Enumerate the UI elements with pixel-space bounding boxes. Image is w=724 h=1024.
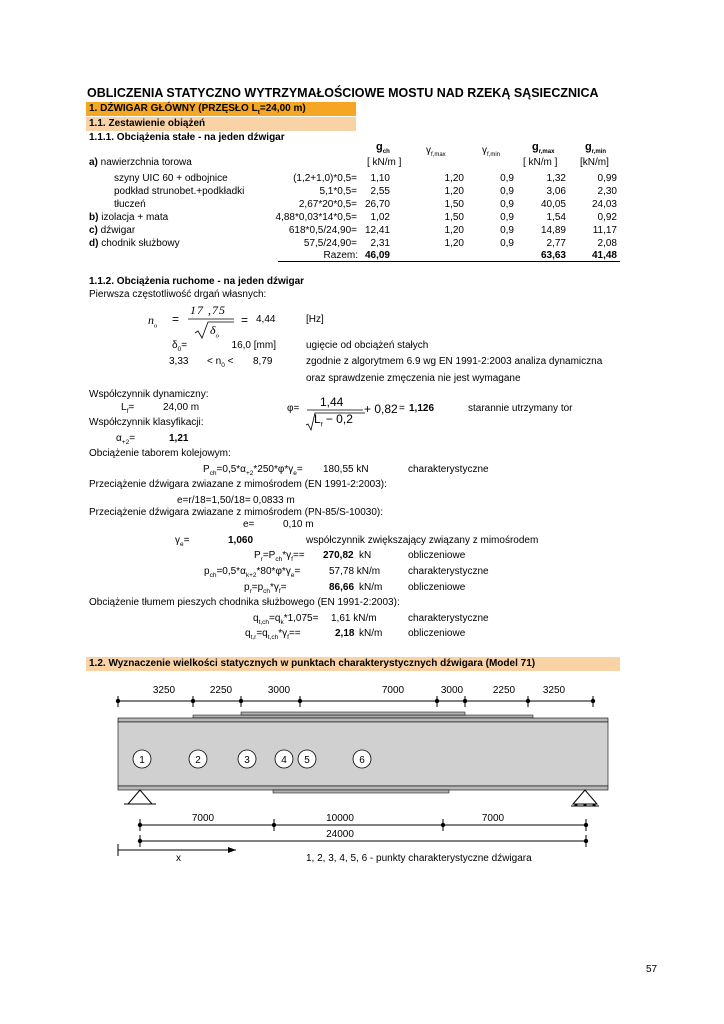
- pch2-alpha-sub: k+2: [245, 572, 257, 579]
- phi-value: 1,126: [409, 403, 435, 414]
- pr-end: ==: [292, 550, 305, 561]
- n0-letter: n: [148, 313, 154, 327]
- row-6-grmax: 14,89: [540, 225, 566, 236]
- alpha-sub: +2: [121, 439, 130, 446]
- pch-note: charakterystyczne: [408, 464, 489, 475]
- pr-gamma-sub: f: [291, 556, 293, 563]
- row-3-gch: 2,55: [370, 186, 390, 197]
- top-dim-label-1: 2250: [209, 685, 233, 696]
- x-axis-label: x: [176, 853, 181, 864]
- unit-grmin: [kN/m]: [580, 157, 609, 168]
- total-grmax: 63,63: [540, 250, 566, 261]
- qt-rest2: *1,075=: [283, 613, 319, 624]
- row-7-grmin: 2,08: [597, 238, 617, 249]
- point-3-label: 3: [244, 755, 250, 766]
- section-1-text: 1. DŹWIGAR GŁÓWNY (PRZĘSŁO L: [89, 103, 258, 114]
- top-flange: [118, 718, 608, 722]
- row-5-gfmin: 0,9: [500, 212, 514, 223]
- qt-letter: q: [253, 613, 259, 624]
- pch-tail: =: [296, 464, 303, 475]
- delta-note: ugięcie od obciążeń stałych: [306, 340, 429, 351]
- top-dim-label-0: 3250: [152, 685, 176, 696]
- n0-value: 4,44: [256, 314, 276, 325]
- row-6-formula: 618*0,5/24,90=: [288, 225, 357, 236]
- pr2-rest2: *γ: [270, 582, 279, 593]
- pr-value: 270,82: [323, 550, 354, 561]
- gamma-e-sub: e: [180, 541, 184, 548]
- section-1-1-heading: 1.1. Zestawienie obiążeń: [86, 117, 356, 131]
- gfmin-header: [482, 145, 500, 158]
- point-2-label: 2: [195, 755, 201, 766]
- delta-symbol: δ: [172, 340, 178, 351]
- pch2-gamma-sub: e: [290, 572, 295, 579]
- row-7-label: [89, 238, 180, 249]
- ecc2-title: Przeciążenie dźwigara zwiazane z mimośrodem (PN-85/S-10030):: [89, 507, 384, 518]
- row-label-text: dźwigar: [97, 225, 136, 236]
- row-5-gfmax: 1,50: [444, 212, 464, 223]
- cover-plate-outer: [193, 715, 533, 718]
- pr-letter: P: [254, 550, 261, 561]
- top-dim-label-4: 3000: [440, 685, 464, 696]
- gch-header: [376, 141, 390, 155]
- section-1-tail: =24,00 m): [259, 103, 306, 114]
- alpha-value: 1,21: [169, 433, 189, 444]
- pr2-note: obliczeniowe: [408, 582, 466, 593]
- total-dimension-label: 24000: [326, 829, 354, 840]
- section-1-sub: t: [257, 109, 260, 116]
- qtr-rest2: *γ: [278, 628, 288, 639]
- pr2-formula: [244, 582, 287, 595]
- section-1-1-1-heading: 1.1.1. Obciążenia stałe - na jeden dźwigar: [89, 132, 285, 143]
- row-2-gfmin: 0,9: [500, 173, 514, 184]
- pch2-end: =: [294, 566, 301, 577]
- pr2-letter: p: [244, 582, 250, 593]
- n0-symbol: [148, 313, 157, 329]
- lf-eq: =: [128, 402, 135, 413]
- grmin-symbol: g: [585, 141, 592, 153]
- range-note-1: zgodnie z algorytmem 6.9 wg EN 1991-2:2003 analiza dynamiczna: [306, 356, 603, 367]
- qt-sub: t,ch: [258, 619, 270, 626]
- row-3-gfmax: 1,20: [444, 186, 464, 197]
- row-6-gfmin: 0,9: [500, 225, 514, 236]
- row-5-grmin: 0,92: [597, 212, 617, 223]
- qt-formula: [253, 613, 318, 626]
- total-gch: 46,09: [364, 250, 390, 261]
- pr-unit: kN: [359, 550, 372, 561]
- row-5-gch: 1,02: [370, 212, 390, 223]
- dynamic-title: Współczynnik dynamiczny:: [89, 389, 209, 400]
- delta-value: 16,0 [mm]: [231, 340, 276, 351]
- phi-lhs: φ=: [287, 403, 300, 414]
- ecc1-formula: e=r/18=1,50/18=: [177, 495, 251, 506]
- pr-tail: =P: [262, 550, 276, 561]
- row-2-gfmax: 1,20: [444, 173, 464, 184]
- pr2-rest: =p: [251, 582, 264, 593]
- row-3-grmax: 3,06: [546, 186, 566, 197]
- gfmax-sub: f,max: [431, 152, 446, 158]
- n0-equals: =: [172, 312, 180, 326]
- qtr-gamma-sub: f: [287, 634, 289, 641]
- row-1-label: [89, 157, 192, 168]
- bottom-dim-label-1: 10000: [326, 813, 354, 824]
- pch-value: 180,55 kN: [323, 464, 369, 475]
- row-7-grmax: 2,77: [546, 238, 566, 249]
- bottom-dim-label-2: 7000: [481, 813, 505, 824]
- right-roller-1: [575, 804, 578, 807]
- row-label-text: chodnik służbowy: [98, 238, 180, 249]
- row-6-gfmax: 1,20: [444, 225, 464, 236]
- n0-unit: [Hz]: [306, 314, 324, 325]
- pch-rest: =0,5*α: [216, 464, 246, 475]
- frequency-title: Pierwsza częstotliwość drgań własnych:: [89, 289, 267, 300]
- pr-formula: [254, 550, 305, 563]
- delta-sub: 0: [177, 346, 182, 353]
- ecc1-value: 0,0833 m: [253, 495, 295, 506]
- pr2-sub: r: [249, 588, 252, 595]
- row-3-gfmin: 0,9: [500, 186, 514, 197]
- class-title: Współczynnik klasyfikacji:: [89, 417, 204, 428]
- row-7-gfmax: 1,20: [444, 238, 464, 249]
- phi-note: starannie utrzymany tor: [468, 403, 573, 414]
- page-title: OBLICZENIA STATYCZNO WYTRZYMAŁOŚCIOWE MOSTU NAD RZEKĄ SĄSIECZNICA: [87, 86, 599, 100]
- qtr-letter: q: [245, 628, 251, 639]
- point-1-label: 1: [139, 755, 145, 766]
- pr-note: obliczeniowe: [408, 550, 466, 561]
- x-axis-arrow-icon: [228, 847, 236, 853]
- qtr-formula: [245, 628, 301, 641]
- top-dim-label-5: 2250: [492, 685, 516, 696]
- grmin-sub: r,min: [591, 149, 607, 156]
- gamma-e-value: 1,060: [228, 535, 254, 546]
- row-2-formula: (1,2+1,0)*0,5=: [293, 173, 357, 184]
- row-3-label: podkład strunobet.+podkładki: [114, 186, 245, 197]
- section-1-heading: [86, 102, 356, 116]
- row-3-grmin: 2,30: [597, 186, 617, 197]
- row-4-gfmin: 0,9: [500, 199, 514, 210]
- n0-denominator: [210, 323, 219, 339]
- range-middle: [207, 356, 233, 369]
- gfmin-sub: f,min: [487, 152, 501, 158]
- phi-den-sub: f: [320, 421, 323, 429]
- row-2-grmin: 0,99: [597, 173, 617, 184]
- row-2-label: szyny UIC 60 + odbojnice: [114, 173, 228, 184]
- train-title: Obciążenie taborem kolejowym:: [89, 448, 231, 459]
- alpha-label: [116, 433, 135, 446]
- n0-sub: o: [154, 322, 158, 330]
- lf-letter: L: [121, 402, 127, 413]
- lf-value: 24,00 m: [163, 402, 200, 413]
- row-4-label: tłuczeń: [114, 199, 146, 210]
- qtr-ch-sub: t,ch: [267, 634, 279, 641]
- n0-delta: δ: [210, 323, 216, 337]
- total-rule: [278, 261, 620, 262]
- row-6-label: [89, 225, 135, 236]
- qtr-value: 2,18: [335, 628, 355, 639]
- range-high: 8,79: [253, 356, 273, 367]
- points-legend: 1, 2, 3, 4, 5, 6 - punkty charakterystyczne dźwigara: [306, 853, 532, 864]
- qtr-sub: t,r: [250, 634, 257, 641]
- point-6-label: 6: [359, 755, 365, 766]
- alpha-symbol: α: [116, 433, 122, 444]
- pr-tail2: *γ: [282, 550, 292, 561]
- row-letter: b): [89, 212, 99, 223]
- row-4-grmin: 24,03: [591, 199, 617, 210]
- range-note-2: oraz sprawdzenie zmęczenia nie jest wymagane: [306, 373, 521, 384]
- pr2-ch-sub: ch: [263, 588, 271, 595]
- girder-diagram: [0, 680, 724, 870]
- gfmin-symbol: γ: [482, 145, 487, 156]
- row-5-grmax: 1,54: [546, 212, 566, 223]
- gamma-e-label: [175, 535, 189, 548]
- n0-numerator: 17 ,75: [190, 303, 226, 317]
- page-number: 57: [646, 964, 658, 975]
- pch-alpha-sub: +2: [245, 470, 254, 477]
- pr2-unit: kN/m: [359, 582, 383, 593]
- top-dim-label-2: 3000: [267, 685, 291, 696]
- section-1-2-heading: 1.2. Wyznaczenie wielkości statycznych w punktach charakterystycznych dźwigara (Model 71): [86, 657, 620, 671]
- row-4-gch: 26,70: [364, 199, 390, 210]
- range-low: 3,33: [169, 356, 189, 367]
- point-4-label: 4: [281, 755, 287, 766]
- pch2-value: 57,78 kN/m: [329, 566, 381, 577]
- qt-rest: =q: [269, 613, 281, 624]
- cover-plate-inner: [241, 712, 465, 715]
- bottom-flange: [118, 786, 608, 790]
- phi-plus: + 0,82: [364, 402, 398, 416]
- pr2-value: 86,66: [329, 582, 355, 593]
- grmax-symbol: g: [532, 141, 539, 153]
- pch2-formula: [204, 566, 300, 579]
- pr-sub: r: [260, 556, 263, 563]
- row-4-grmax: 40,05: [540, 199, 566, 210]
- pch-rest2: *250*φ*γ: [253, 464, 294, 475]
- qt-value: 1,61 kN/m: [331, 613, 377, 624]
- row-2-grmax: 1,32: [546, 173, 566, 184]
- gamma-e-note: współczynnik zwiększający związany z mimośrodem: [306, 535, 539, 546]
- row-7-gfmin: 0,9: [500, 238, 514, 249]
- unit-gch: [ kN/m ]: [367, 157, 402, 168]
- pch-gamma-sub: e: [293, 470, 297, 477]
- ecc2-value: 0,10 m: [283, 519, 314, 530]
- gfmax-header: [426, 145, 446, 158]
- grmax-header: [532, 141, 554, 155]
- pch-sub: ch: [209, 470, 217, 477]
- bottom-dim-label-0: 7000: [191, 813, 215, 824]
- alpha-eq: =: [129, 433, 136, 444]
- range-mid-tail: <: [224, 356, 234, 367]
- qtr-unit: kN/m: [359, 628, 383, 639]
- delta-label: [172, 340, 187, 353]
- phi-equals: =: [399, 403, 405, 414]
- total-grmin: 41,48: [591, 250, 617, 261]
- pr-ch-sub: ch: [275, 556, 283, 563]
- phi-den-letter: L: [314, 412, 321, 426]
- bottom-cover-plate: [273, 790, 449, 793]
- pch-formula: [203, 464, 303, 477]
- lf-sub: f: [126, 408, 129, 415]
- row-4-formula: 2,67*20*0,5=: [298, 199, 357, 210]
- phi-denominator: [314, 412, 353, 428]
- point-5-label: 5: [304, 755, 310, 766]
- qtr-note: obliczeniowe: [408, 628, 466, 639]
- pr2-gamma-sub: f: [278, 588, 281, 595]
- row-7-formula: 57,5/24,90=: [303, 238, 357, 249]
- pch2-rest2: *80*φ*γ: [256, 566, 291, 577]
- total-label: Razem:: [323, 250, 358, 261]
- top-dimension-labels: [153, 685, 566, 696]
- row-5-label: [89, 212, 168, 223]
- gfmax-symbol: γ: [426, 145, 431, 156]
- right-support: [573, 790, 597, 804]
- right-roller-2: [584, 804, 587, 807]
- row-label-text: izolacja + mata: [98, 212, 169, 223]
- pch-letter: P: [203, 464, 210, 475]
- row-6-gch: 12,41: [364, 225, 390, 236]
- row-4-gfmax: 1,50: [444, 199, 464, 210]
- lf-label: [121, 402, 134, 415]
- pch2-rest: =0,5*α: [216, 566, 246, 577]
- qtr-rest: =q: [256, 628, 268, 639]
- row-letter: a): [89, 157, 98, 168]
- pr2-end: =: [280, 582, 287, 593]
- row-label-text: nawierzchnia torowa: [97, 157, 192, 168]
- delta-eq: =: [181, 340, 188, 351]
- n0-delta-sub: o: [215, 332, 219, 340]
- ecc1-title: Przeciążenie dźwigara zwiazane z mimośrodem (EN 1991-2:2003):: [89, 479, 387, 490]
- right-roller-3: [593, 804, 596, 807]
- crowd-title: Obciążenie tłumem pieszych chodnika służbowego (EN 1991-2:2003):: [89, 597, 400, 608]
- range-mid-sub: 0: [221, 362, 225, 369]
- grmin-header: [585, 141, 606, 155]
- left-support: [128, 790, 152, 804]
- n0-equals-2: =: [241, 313, 249, 327]
- grmax-sub: r,max: [538, 149, 555, 156]
- phi-den-tail: − 0,2: [325, 412, 353, 426]
- gch-symbol: g: [376, 141, 383, 153]
- pch2-sub: ch: [209, 572, 217, 579]
- top-dim-label-3: 7000: [381, 685, 405, 696]
- bottom-dimension-labels: [192, 813, 505, 824]
- qt-note: charakterystyczne: [408, 613, 489, 624]
- row-7-gch: 2,31: [370, 238, 390, 249]
- qt-k-sub: k: [280, 619, 284, 626]
- row-letter: d): [89, 238, 99, 249]
- gamma-e-eq: =: [183, 535, 190, 546]
- range-mid-text: < n: [207, 356, 222, 367]
- gch-sub: ch: [382, 149, 390, 156]
- row-2-gch: 1,10: [370, 173, 390, 184]
- row-5-formula: 4,88*0,03*14*0,5=: [275, 212, 357, 223]
- gamma-e-symbol: γ: [175, 535, 180, 546]
- unit-grmax: [ kN/m ]: [523, 157, 558, 168]
- phi-numerator: 1,44: [320, 395, 344, 409]
- ecc2-label: e=: [243, 519, 255, 530]
- pch2-letter: p: [204, 566, 210, 577]
- row-3-formula: 5,1*0,5=: [319, 186, 357, 197]
- pch2-note: charakterystyczne: [408, 566, 489, 577]
- row-letter: c): [89, 225, 98, 236]
- section-1-1-2-heading: 1.1.2. Obciążenia ruchome - na jeden dźwigar: [89, 276, 305, 287]
- qtr-end: ==: [288, 628, 301, 639]
- row-6-grmin: 11,17: [592, 225, 617, 236]
- top-dim-label-6: 3250: [542, 685, 566, 696]
